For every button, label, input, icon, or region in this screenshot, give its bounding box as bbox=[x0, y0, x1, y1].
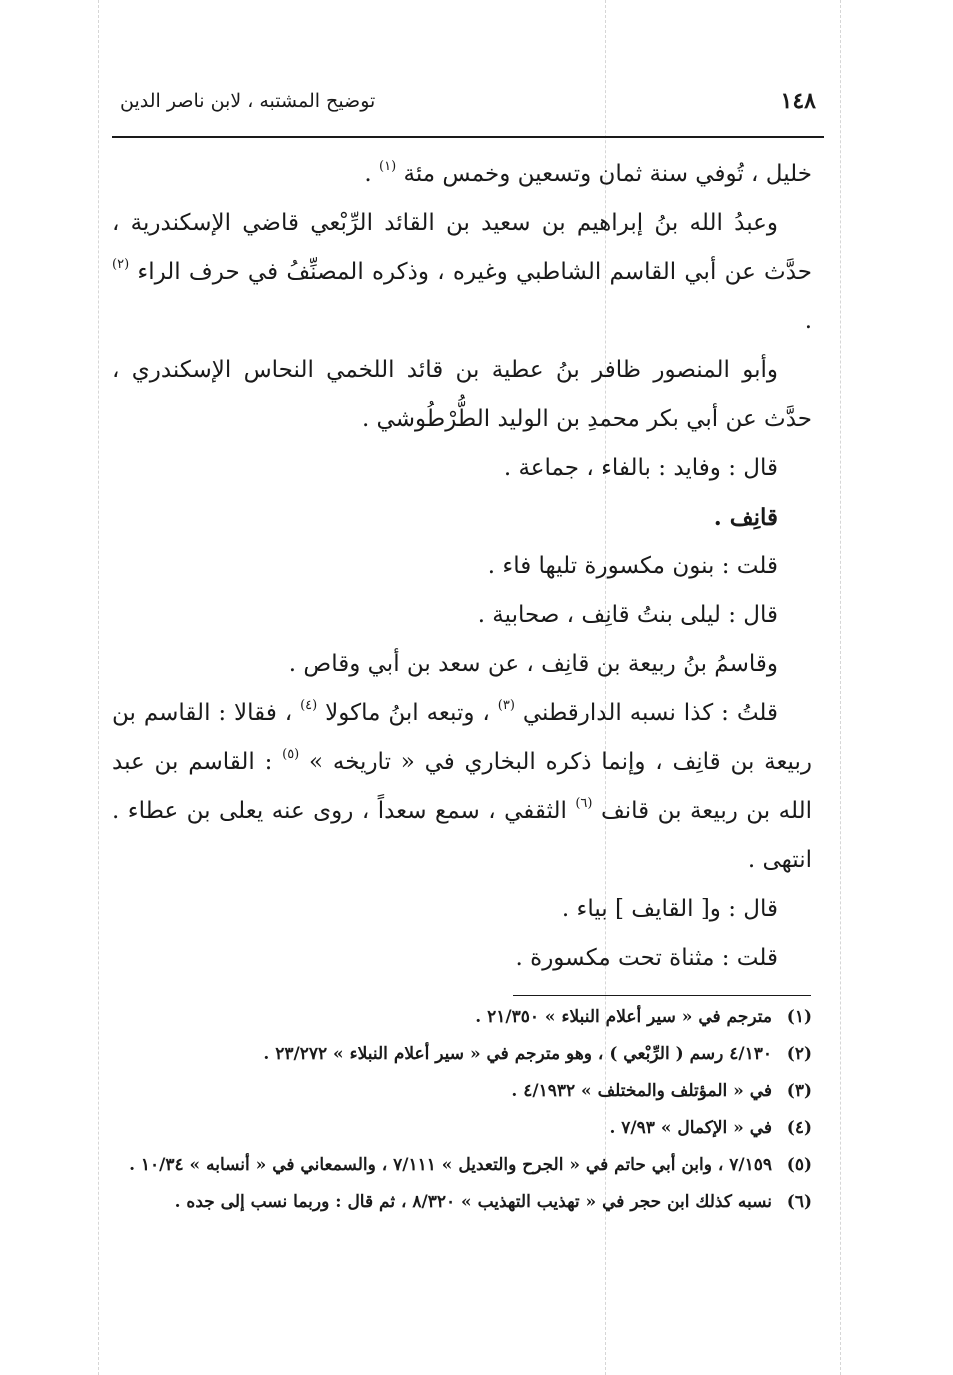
paragraph: قلتُ : كذا نسبه الدارقطني $^{(٣)}$ ، وتبعه ابنُ ماكولا $^{(٤)}$ ، فقالا : القاسم بن ربيعة بن قانِف ، وإنما ذكره البخاري في « تاريخه » $^{(٥)}$ : القاسم بن عبد الله بن ربيعة بن قانف $^{(٦)}$ الثقفي ، سمع سعداً ، روى عنه يعلى بن عطاء . انتهى . bbox=[112, 698, 813, 873]
footnote-number: (٤) bbox=[786, 1118, 812, 1138]
footnote bbox=[112, 1076, 812, 1107]
footnote-marker: (١) bbox=[379, 159, 397, 174]
paragraph: قلت : بنون مكسورة تليها فاء . bbox=[487, 553, 778, 579]
footnote-number: (١) bbox=[786, 1007, 812, 1027]
paragraph: قلت : مثناة تحت مكسورة . bbox=[515, 945, 778, 971]
footnote-marker: (٤) bbox=[300, 698, 318, 713]
footnote bbox=[112, 1039, 812, 1070]
footnote-number: (٥) bbox=[786, 1155, 812, 1175]
entry-heading: قانِف . bbox=[713, 504, 778, 531]
footnote-text: في « المؤتلف والمختلف » ٤/١٩٣٢ . bbox=[511, 1081, 772, 1101]
footnote bbox=[112, 1150, 812, 1181]
footnote-text: ٧/١٥٩ ، وابن أبي حاتم في « الجرح والتعديل » ٧/١١١ ، والسمعاني في « أنسابه » ١٠/٣٤ . bbox=[129, 1155, 772, 1175]
footnote bbox=[112, 1187, 812, 1218]
footnote-marker: (٣) bbox=[497, 698, 515, 713]
footnote-text: مترجم في « سير أعلام النبلاء » ٢١/٣٥٠ . bbox=[475, 1007, 772, 1027]
footnote-text: في « الإكمال » ٧/٩٣ . bbox=[609, 1118, 772, 1138]
paragraph: خليل ، تُوفي سنة ثمان وتسعين وخمس مئة $^{(١)}$ . bbox=[364, 159, 812, 187]
paragraph: قال : وفايد : بالفاء ، جماعة . bbox=[503, 455, 778, 481]
footnote-number: (٢) bbox=[786, 1044, 812, 1064]
footnote-number: (٦) bbox=[786, 1192, 812, 1212]
scan-fold-line bbox=[840, 0, 841, 1375]
page-header bbox=[112, 82, 824, 122]
running-title: توضيح المشتبه ، لابن ناصر الدين bbox=[120, 90, 376, 112]
footnote-marker: (٥) bbox=[282, 747, 300, 762]
paragraph: وعبدُ الله بنُ إبراهيم بن سعيد بن القائد الرِّبْعي قاضي الإسكندرية ، حدَّث عن أبي القاسم الشاطبي وغيره ، وذكره المصنِّفُ في حرف الراء $^{(٢)}$ . bbox=[112, 210, 812, 334]
page-number: ١٤٨ bbox=[780, 88, 816, 114]
footnote-separator bbox=[513, 995, 811, 996]
scan-fold-line bbox=[98, 0, 99, 1375]
paragraph: قال : و[ القايف ] بياء . bbox=[561, 896, 778, 922]
footnote-marker: (٦) bbox=[575, 796, 593, 811]
footnotes bbox=[112, 1002, 812, 1224]
footnote bbox=[112, 1113, 812, 1144]
footnote-marker: (٢) bbox=[112, 257, 130, 272]
main-text bbox=[112, 150, 812, 983]
footnote bbox=[112, 1002, 812, 1033]
paragraph: وأبو المنصور ظافر بنُ عطية بن قائد اللخمي النحاس الإسكندري ، حدَّث عن أبي بكر محمدِ بن الوليد الطُّرْطُوشي . bbox=[112, 357, 812, 432]
footnote-number: (٣) bbox=[786, 1081, 812, 1101]
header-rule bbox=[112, 136, 824, 138]
paragraph: وقاسمُ بنُ ربيعة بن قانِف ، عن سعد بن أبي وقاص . bbox=[288, 651, 778, 677]
paragraph: قال : ليلى بنتُ قانِف ، صحابية . bbox=[477, 602, 778, 628]
footnote-text: ٤/١٣٠ رسم ( الرِّبْعي ) ، وهو مترجم في « سير أعلام النبلاء » ٢٣/٢٧٢ . bbox=[263, 1044, 772, 1064]
footnote-text: نسبه كذلك ابن حجر في « تهذيب التهذيب » ٨/٣٢٠ ، ثم قال : وربما نسب إلى جده . bbox=[174, 1192, 772, 1212]
